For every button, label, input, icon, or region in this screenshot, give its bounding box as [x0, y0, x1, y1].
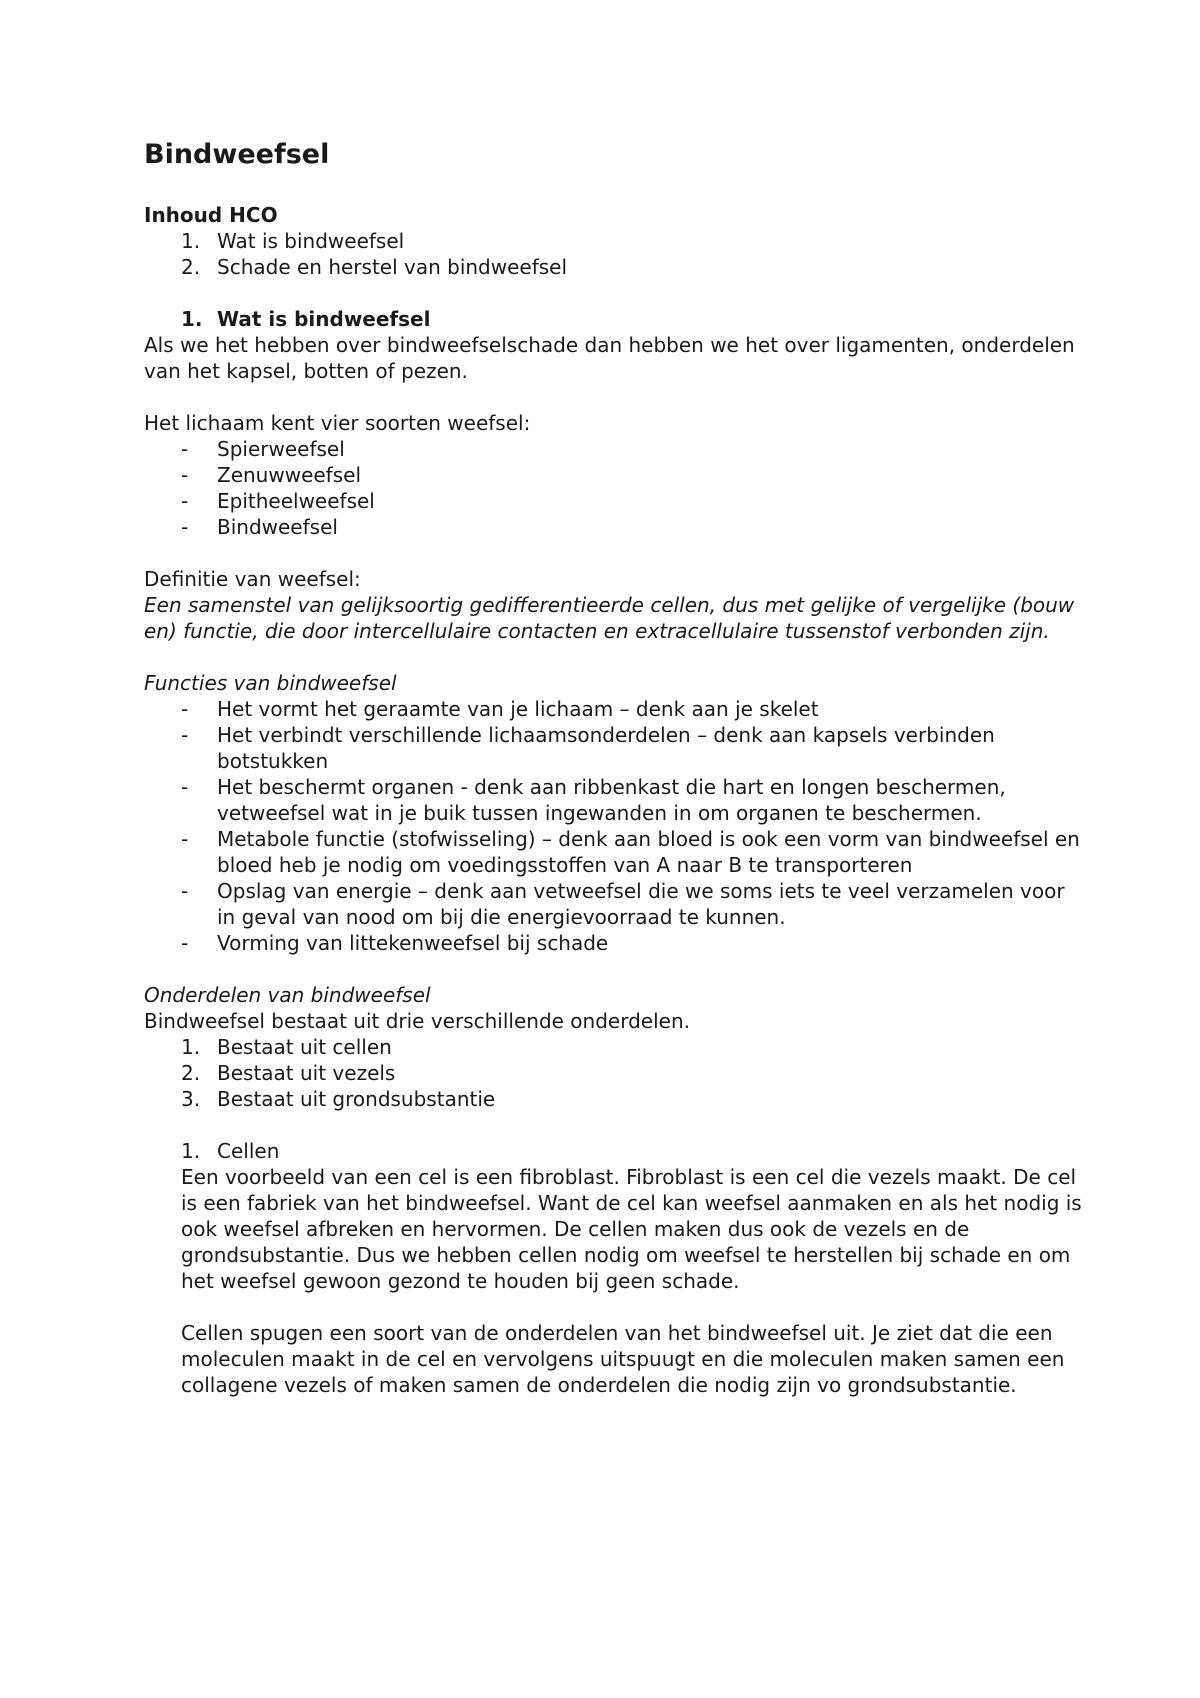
list-number: 1. — [181, 1035, 201, 1059]
list-item-text: Bestaat uit grondsubstantie — [217, 1087, 496, 1111]
dash-marker: - — [181, 489, 189, 513]
list-item-text: Vorming van littekenweefsel bij schade — [217, 931, 609, 955]
intro-paragraph: Als we het hebben over bindweefselschade dan hebben we het over ligamenten, onderdelen van het kapsel, botten of pezen. — [144, 333, 1075, 383]
list-item-text: Bestaat uit cellen — [217, 1035, 392, 1059]
toc-item-text: Schade en herstel van bindweefsel — [217, 255, 568, 279]
list-item — [144, 696, 1084, 722]
list-item-text: Het vormt het geraamte van je lichaam – denk aan je skelet — [217, 697, 819, 721]
toc-item — [144, 254, 1084, 280]
list-item — [144, 826, 1084, 878]
section-heading — [144, 306, 1084, 332]
cells-heading — [144, 1138, 1084, 1164]
parts-intro: Bindweefsel bestaat uit drie verschillende onderdelen. — [144, 1009, 690, 1033]
dash-marker: - — [181, 437, 189, 461]
tissues-intro: Het lichaam kent vier soorten weefsel: — [144, 411, 531, 435]
section-heading-text: Wat is bindweefsel — [217, 307, 431, 331]
list-number: 2. — [181, 1061, 201, 1085]
parts-list — [144, 1034, 1084, 1112]
list-item — [144, 462, 1084, 488]
list-number: 3. — [181, 1087, 201, 1111]
functions-list — [144, 696, 1084, 956]
dash-marker: - — [181, 775, 189, 799]
list-item — [144, 774, 1084, 826]
list-item-text: Metabole functie (stofwisseling) – denk aan bloed is ook een vorm van bindweefsel en bloed heb je nodig om voedingsstoffen van A naar B te transporteren — [217, 827, 1080, 877]
list-item-text: Het beschermt organen - denk aan ribbenkast die hart en longen beschermen, vetweefsel wat in je buik tussen ingewanden in om organen te beschermen. — [217, 775, 1006, 825]
list-item — [144, 1060, 1084, 1086]
list-item-text: Bindweefsel — [217, 515, 338, 539]
list-item-text: Zenuwweefsel — [217, 463, 362, 487]
cells-paragraph-1: Een voorbeeld van een cel is een fibroblast. Fibroblast is een cel die vezels maakt. De cel is een fabriek van het bindweefsel. Want de cel kan weefsel aanmaken en als het nodig is ook weefsel afbreken en hervormen. De cellen maken dus ook de vezels en de grondsubstantie. Dus we hebben cellen nodig om weefsel te herstellen bij schade en om het weefsel gewoon gezond te houden bij geen schade. — [181, 1165, 1082, 1293]
dash-marker: - — [181, 515, 189, 539]
list-item-text: Opslag van energie – denk aan vetweefsel die we soms iets te veel verzamelen voor in geval van nood om bij die energievoorraad te kunnen. — [217, 879, 1065, 929]
definition-text: Een samenstel van gelijksoortig gedifferentieerde cellen, dus met gelijke of vergelijke (bouw en) functie, die door intercellulaire contacten en extracellulaire tussenstof verbonden zijn. — [144, 593, 1075, 643]
list-item — [144, 930, 1084, 956]
dash-marker: - — [181, 879, 189, 903]
definition-label: Definitie van weefsel: — [144, 567, 361, 591]
functions-heading: Functies van bindweefsel — [144, 671, 397, 695]
list-item-text: Bestaat uit vezels — [217, 1061, 396, 1085]
list-number: 1. — [181, 1139, 201, 1163]
toc-list — [144, 228, 1084, 280]
cells-paragraph-2: Cellen spugen een soort van de onderdelen van het bindweefsel uit. Je ziet dat die een moleculen maakt in de cel en vervolgens uitspuugt en die moleculen maken samen een collagene vezels of maken samen de onderdelen die nodig zijn vo grondsubstantie. — [181, 1321, 1065, 1397]
toc-item — [144, 228, 1084, 254]
dash-marker: - — [181, 931, 189, 955]
list-item — [144, 722, 1084, 774]
toc-heading: Inhoud HCO — [144, 203, 278, 227]
list-item — [144, 514, 1084, 540]
document-page — [144, 138, 1084, 1398]
section-number: 1. — [181, 307, 203, 331]
dash-marker: - — [181, 463, 189, 487]
list-item-text: Het verbindt verschillende lichaamsonderdelen – denk aan kapsels verbinden botstukken — [217, 723, 995, 773]
dash-marker: - — [181, 697, 189, 721]
list-number: 1. — [181, 229, 201, 253]
list-item-text: Spierweefsel — [217, 437, 345, 461]
list-item — [144, 1086, 1084, 1112]
list-item-text: Epitheelweefsel — [217, 489, 375, 513]
parts-heading: Onderdelen van bindweefsel — [144, 983, 431, 1007]
list-item — [144, 488, 1084, 514]
list-number: 2. — [181, 255, 201, 279]
toc-item-text: Wat is bindweefsel — [217, 229, 405, 253]
cells-heading-text: Cellen — [217, 1139, 280, 1163]
list-item — [144, 1034, 1084, 1060]
dash-marker: - — [181, 723, 189, 747]
tissues-list — [144, 436, 1084, 540]
list-item — [144, 878, 1084, 930]
page-title: Bindweefsel — [144, 139, 330, 170]
list-item — [144, 436, 1084, 462]
dash-marker: - — [181, 827, 189, 851]
